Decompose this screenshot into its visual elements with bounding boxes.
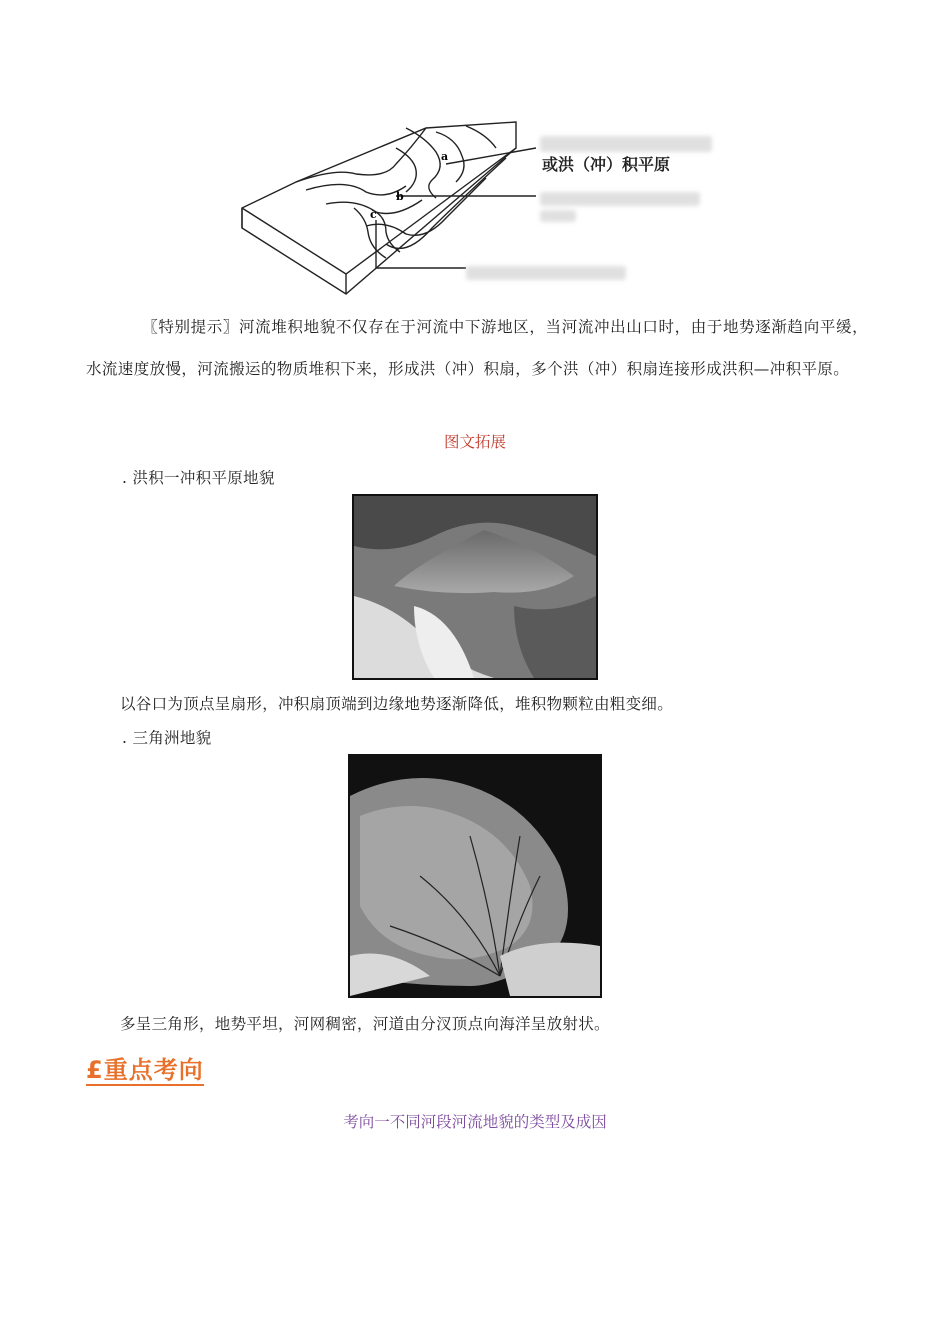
label-b: b <box>396 190 404 203</box>
label-c: c <box>370 208 377 221</box>
delta-caption: 多呈三角形，地势平坦，河网稠密，河道由分汊顶点向海洋呈放射状。 <box>120 1015 610 1033</box>
label-a: a <box>441 150 449 163</box>
alluvial-plain-caption: 以谷口为顶点呈扇形，冲积扇顶端到边缘地势逐渐降低，堆积物颗粒由粗变细。 <box>120 695 674 713</box>
blurred-label-3 <box>540 210 576 222</box>
delta-photo <box>348 754 602 998</box>
blurred-label-4 <box>466 266 626 280</box>
special-tip-paragraph: 〖特别提示〗河流堆积地貌不仅存在于河流中下游地区，当河流冲出山口时，由于地势逐渐趋向平缓，水流速度放慢，河流搬运的物质堆积下来，形成洪（冲）积扇，多个洪（冲）积扇连接形成洪积—冲积平原。 <box>86 318 868 378</box>
blurred-label-1 <box>540 136 712 152</box>
extension-title: 图文拓展 <box>443 433 506 451</box>
alluvial-fan-image <box>354 496 596 678</box>
blurred-label-2 <box>540 192 700 206</box>
delta-heading: . 三角洲地貌 <box>122 729 212 747</box>
alluvial-fan-photo <box>352 494 598 680</box>
delta-image <box>350 756 600 996</box>
key-section-heading: £重点考向 <box>86 1056 204 1084</box>
callout-alluvial-plain: 或洪（冲）积平原 <box>542 155 671 174</box>
key-section-subheading: 考向一不同河段河流地貌的类型及成因 <box>343 1113 607 1131</box>
alluvial-plain-heading: . 洪积一冲积平原地貌 <box>122 469 275 487</box>
